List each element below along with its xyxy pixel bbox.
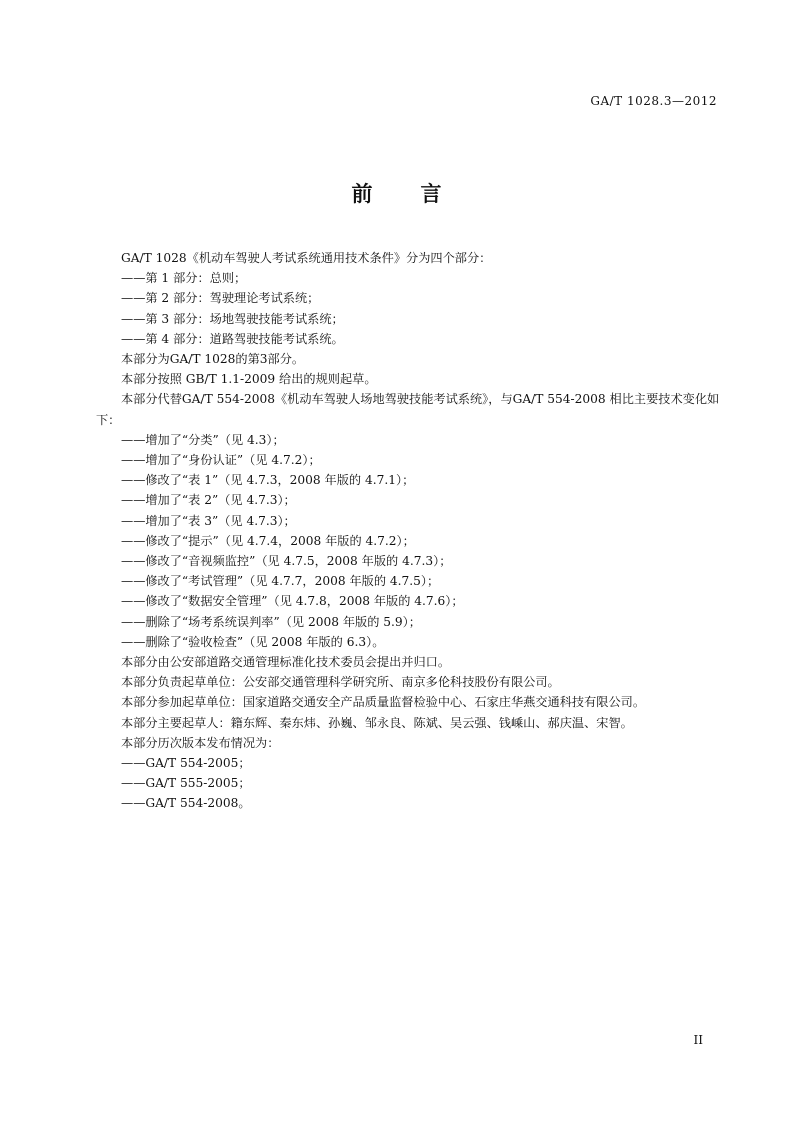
list-item-change: ——增加了“表 2”（见 4.7.3）； bbox=[121, 493, 296, 508]
list-item-edition: ——GA/T 554-2008。 bbox=[121, 796, 251, 811]
paragraph-responsible-drafters: 本部分负责起草单位：公安部交通管理科学研究所、南京多伦科技股份有限公司。 bbox=[121, 675, 560, 690]
list-item-change: ——修改了“音视频监控”（见 4.7.5，2008 年版的 4.7.3）； bbox=[121, 554, 452, 569]
list-item-change: ——修改了“提示”（见 4.7.4，2008 年版的 4.7.2）； bbox=[121, 533, 415, 548]
list-item-edition: ——GA/T 554-2005； bbox=[121, 756, 251, 771]
paragraph-drafting-rules: 本部分按照 GB/T 1.1-2009 给出的规则起草。 bbox=[121, 372, 377, 387]
list-item-change: ——修改了“数据安全管理”（见 4.7.8，2008 年版的 4.7.6）； bbox=[121, 594, 464, 609]
paragraph-proposed-by: 本部分由公安部道路交通管理标准化技术委员会提出并归口。 bbox=[121, 655, 451, 670]
paragraph-this-part: 本部分为GA/T 1028的第3部分。 bbox=[121, 352, 305, 367]
paragraph-main-drafters: 本部分主要起草人：籍东辉、秦东炜、孙巍、邹永良、陈斌、吴云强、钱嵊山、郝庆温、宋智。 bbox=[121, 715, 633, 730]
page-number: II bbox=[693, 1033, 703, 1047]
list-item-change: ——增加了“表 3”（见 4.7.3）； bbox=[121, 513, 296, 528]
list-item-change: ——修改了“考试管理”（见 4.7.7，2008 年版的 4.7.5）； bbox=[121, 574, 440, 589]
paragraph-replaces: 本部分代替GA/T 554-2008《机动车驾驶人场地驾驶技能考试系统》，与GA/T 554-2008 相比主要技术变化如下： bbox=[96, 392, 720, 427]
list-item-change: ——修改了“表 1”（见 4.7.3，2008 年版的 4.7.1）； bbox=[121, 473, 415, 488]
list-item-change: ——删除了“验收检查”（见 2008 年版的 6.3）。 bbox=[121, 634, 385, 649]
list-item-part-2: ——第 2 部分：驾驶理论考试系统； bbox=[121, 291, 320, 306]
list-item-part-4: ——第 4 部分：道路驾驶技能考试系统。 bbox=[121, 331, 344, 346]
paragraph-intro: GA/T 1028《机动车驾驶人考试系统通用技术条件》分为四个部分： bbox=[121, 251, 492, 265]
foreword-body bbox=[96, 248, 722, 814]
paragraph-participating-drafters: 本部分参加起草单位：国家道路交通安全产品质量监督检验中心、石家庄华燕交通科技有限公司。 bbox=[121, 695, 646, 710]
list-item-part-3: ——第 3 部分：场地驾驶技能考试系统； bbox=[121, 311, 344, 326]
document-code: GA/T 1028.3—2012 bbox=[590, 94, 717, 108]
list-item-edition: ——GA/T 555-2005； bbox=[121, 776, 251, 791]
paragraph-previous-editions: 本部分历次版本发布情况为： bbox=[121, 735, 280, 750]
list-item-change: ——增加了“身份认证”（见 4.7.2）； bbox=[121, 453, 321, 468]
page-title bbox=[0, 178, 793, 208]
list-item-part-1: ——第 1 部分：总则； bbox=[121, 271, 247, 286]
page-title-char-2: 言 bbox=[420, 181, 442, 206]
list-item-change: ——删除了“场考系统误判率”（见 2008 年版的 5.9）； bbox=[121, 614, 421, 629]
page-title-char-1: 前 bbox=[351, 181, 373, 206]
list-item-change: ——增加了“分类”（见 4.3）； bbox=[121, 432, 285, 447]
